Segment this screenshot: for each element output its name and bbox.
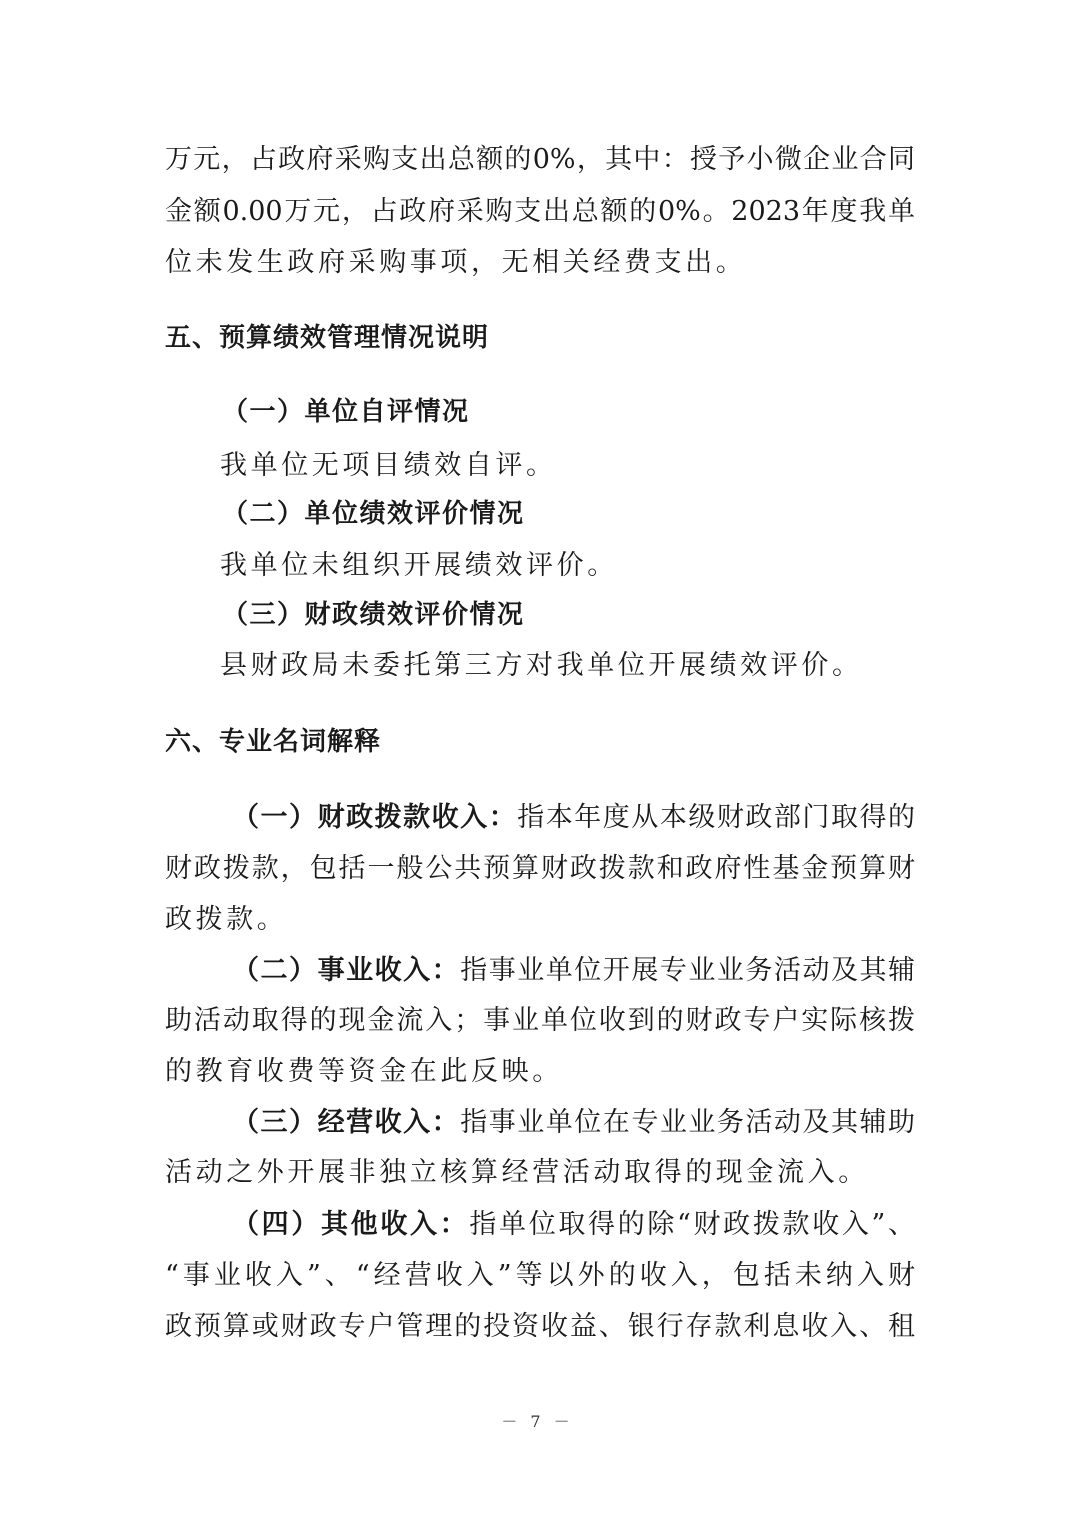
term-4-line-2: “事业收入”、“经营收入”等以外的收入，包括未纳入财 <box>165 1260 915 1291</box>
section-5-2-text: 我单位未组织开展绩效评价。 <box>220 550 618 581</box>
section-5-3-text: 县财政局未委托第三方对我单位开展绩效评价。 <box>220 650 863 681</box>
gov-procurement-line-1: 万元，占政府采购支出总额的0%，其中：授予小微企业合同 <box>165 144 915 175</box>
term-2-def-start: 指事业单位开展专业业务活动及其辅 <box>460 955 916 986</box>
section-5-1-text: 我单位无项目绩效自评。 <box>220 450 557 481</box>
term-1-def-start: 指本年度从本级财政部门取得的 <box>517 802 916 833</box>
term-2-line-3: 的教育收费等资金在此反映。 <box>165 1056 563 1087</box>
term-3-def-start: 指事业单位在专业业务活动及其辅助 <box>460 1107 916 1138</box>
term-2-line-1 <box>232 953 915 989</box>
section-5-1-heading: （一）单位自评情况 <box>222 397 470 427</box>
section-5-heading: 五、预算绩效管理情况说明 <box>165 323 490 353</box>
section-6-heading: 六、专业名词解释 <box>165 727 382 757</box>
term-1-line-1 <box>232 800 915 836</box>
section-5-2-heading: （二）单位绩效评价情况 <box>222 499 525 529</box>
term-4-title: （四）其他收入： <box>232 1209 470 1240</box>
term-4-line-1 <box>232 1207 915 1243</box>
term-1-line-2: 财政拨款，包括一般公共预算财政拨款和政府性基金预算财 <box>165 853 915 884</box>
term-1-line-3: 政拨款。 <box>165 904 288 935</box>
gov-procurement-line-2: 金额0.00万元，占政府采购支出总额的0%。2023年度我单 <box>165 196 915 227</box>
term-2-title: （二）事业收入： <box>232 955 461 986</box>
term-1-title: （一）财政拨款收入： <box>232 802 518 833</box>
term-3-title: （三）经营收入： <box>232 1107 461 1138</box>
gov-procurement-line-3: 位未发生政府采购事项，无相关经费支出。 <box>165 247 747 278</box>
term-3-line-2: 活动之外开展非独立核算经营活动取得的现金流入。 <box>165 1157 869 1188</box>
page-number: － 7 － <box>501 1412 574 1431</box>
term-4-def-start: 指单位取得的除“财政拨款收入”、 <box>469 1209 916 1240</box>
term-3-line-1 <box>232 1105 915 1141</box>
term-4-line-3: 政预算或财政专户管理的投资收益、银行存款利息收入、租 <box>165 1311 915 1342</box>
term-2-line-2: 助活动取得的现金流入；事业单位收到的财政专户实际核拨 <box>165 1005 915 1036</box>
section-5-3-heading: （三）财政绩效评价情况 <box>222 600 525 630</box>
